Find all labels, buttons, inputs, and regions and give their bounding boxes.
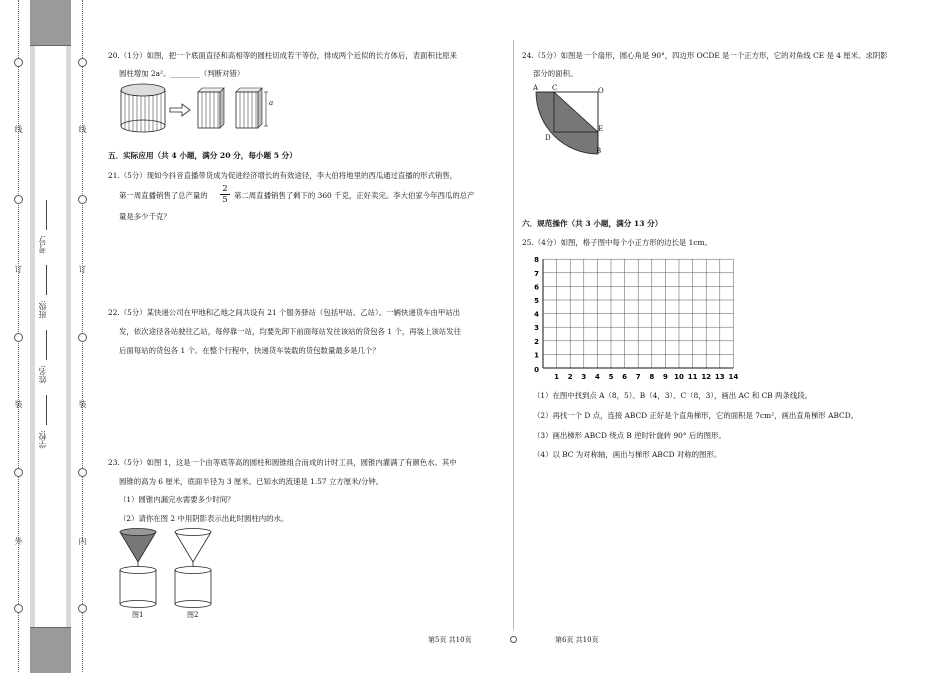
cylinder-shape [121, 84, 165, 132]
fraction-numerator: 2 [220, 184, 230, 195]
q21-fraction [220, 184, 230, 205]
outer-ring-3 [14, 333, 23, 342]
x-tick-label: 9 [662, 373, 668, 381]
name-field-label: 姓名: [38, 365, 47, 384]
origin-label: 0 [534, 366, 539, 374]
y-tick-label: 7 [534, 269, 539, 278]
q22-text-line2: 发，依次途径各站驶往乙站，每停靠一站，均要先卸下前面每站发往该站的货包各 1 个，再装上该站发往 [119, 327, 461, 336]
inner-label-nei: 内 [78, 537, 87, 545]
x-tick-label: 2 [567, 373, 573, 381]
inner-ring-3 [78, 333, 87, 342]
q23-sub2: （2）请你在图 2 中用阴影表示出此时圆柱内的水。 [119, 514, 289, 523]
y-tick-label: 3 [534, 324, 539, 333]
q22-text-line1: 22.（5分）某快递公司在甲地和乙地之间共设有 21 个服务驿站（包括甲站、乙站）。一辆快递货车由甲站出 [108, 308, 461, 317]
inner-ring-5 [78, 604, 87, 613]
footer-page-left: 第5页 共10页 [428, 636, 472, 644]
q21-text-line3: 量是多少千克？ [119, 212, 171, 221]
q24-label-D: D [545, 134, 551, 142]
outer-label-zhuang: 装 [14, 400, 23, 408]
q20-figure-label-a: a [269, 99, 274, 107]
class-field-label: 班级: [38, 300, 47, 319]
name-field-line [46, 330, 47, 360]
fraction-denominator: 5 [222, 195, 228, 205]
binding-margin [0, 0, 100, 672]
section-5-heading: 五．实际应用（共 4 小题，满分 20 分，每小题 5 分） [108, 151, 297, 160]
q23-sub1: （1）圆锥内漏完水需要多少时间？ [119, 495, 235, 504]
q24-label-O: O [598, 87, 604, 95]
q23-fig2-caption: 图2 [187, 611, 199, 619]
q21-text-line1: 21.（5分）现如今抖音直播带货成为促进经济增长的有效途径，李大伯将地里的西瓜通过直播的形式销售， [108, 171, 458, 180]
x-tick-label: 3 [581, 373, 587, 381]
exam-no-field-line [46, 200, 47, 230]
q25-coordinate-grid [530, 252, 760, 386]
q24-label-B: B [596, 147, 602, 155]
info-panel-top-box [30, 0, 71, 46]
q25-sub2: （2）再找一个 D 点，连接 ABCD 正好是个直角梯形，它的面积是 7cm²，画出直角梯形 ABCD。 [533, 411, 859, 420]
cuboid-right [236, 88, 268, 128]
q23-figure1 [115, 528, 165, 608]
y-tick-label: 5 [534, 297, 539, 305]
outer-ring-4 [14, 468, 23, 477]
q23-text-line1: 23.（5分）如图 1，这是一个由等底等高的圆柱和圆锥组合而成的计时工具，圆锥内灌满了有颜色水。其中 [108, 458, 457, 467]
q24-text-line2: 部分的面积。 [533, 69, 578, 78]
x-tick-label: 11 [687, 373, 698, 381]
school-field-label: 学校: [38, 430, 47, 449]
inner-label-zhuang: 装 [78, 400, 87, 408]
footer-page-right: 第6页 共10页 [555, 636, 599, 644]
q23-text-line2: 圆锥的高为 6 厘米，底面半径为 3 厘米。已知水的流速是 1.57 立方厘米/分钟。 [119, 477, 384, 486]
outer-label-wai: 外 [14, 537, 23, 545]
x-tick-label: 6 [622, 373, 628, 381]
class-field-line [46, 265, 47, 295]
q24-label-E: E [598, 125, 604, 133]
y-tick-label: 4 [534, 310, 539, 319]
inner-label-ding: 订 [78, 265, 87, 273]
inner-ring-2 [78, 195, 87, 204]
inner-label-xian: 线 [78, 125, 87, 133]
q20-cylinder-figure [118, 82, 278, 134]
y-tick-label: 1 [534, 351, 539, 360]
x-tick-label: 7 [635, 373, 641, 381]
q21-text-line2b: 第二周直播销售了剩下的 360 千克，正好卖完。李大伯家今年西瓜的总产 [234, 191, 475, 200]
q25-sub3: （3）画出梯形 ABCD 绕点 B 逆时针旋转 90° 后的图形。 [533, 431, 726, 440]
y-tick-label: 6 [534, 283, 539, 292]
q21-text-line2a: 第一周直播销售了总产量的 [119, 191, 208, 200]
x-tick-label: 8 [649, 373, 655, 381]
q24-label-C: C [552, 84, 558, 92]
x-tick-label: 10 [674, 373, 684, 381]
q23-fig1-caption: 图1 [132, 611, 144, 619]
outer-label-xian: 线 [14, 125, 23, 133]
exam-no-field-label: 考号: [38, 235, 47, 254]
q25-intro: 25.（4分）如图，格子图中每个小正方形的边长是 1cm。 [522, 238, 712, 247]
outer-ring-2 [14, 195, 23, 204]
info-panel-white [35, 45, 66, 627]
column-divider [513, 40, 514, 630]
outer-ring-1 [14, 58, 23, 67]
x-tick-label: 12 [701, 373, 712, 381]
y-tick-label: 2 [534, 337, 539, 346]
info-panel-bottom-box [30, 627, 71, 673]
y-tick-label: 8 [534, 256, 539, 265]
section-6-heading: 六．规范操作（共 3 小题，满分 13 分） [522, 219, 663, 228]
q24-text-line1: 24.（5分）如图是一个扇形，圆心角是 90°，四边形 OCDE 是一个正方形，它的对角线 CE 是 4 厘米。求阴影 [522, 51, 888, 60]
cuboid-left [198, 88, 224, 128]
q25-sub4: （4）以 BC 为对称轴，画出与梯形 ABCD 对称的图形。 [533, 450, 722, 459]
x-tick-label: 13 [714, 373, 725, 381]
x-tick-label: 5 [608, 373, 614, 381]
x-tick-label: 1 [554, 373, 560, 381]
q24-label-A: A [533, 84, 539, 92]
x-tick-label: 4 [594, 373, 600, 381]
q20-text-line2: 圆柱增加 2a²。________（判断对错） [119, 69, 245, 78]
q25-sub1: （1）在图中找到点 A（8，5）、B（4，3）、C（8，3），画出 AC 和 CB 两条线段。 [533, 391, 813, 400]
footer-center-ring [510, 636, 517, 643]
outer-label-ding: 订 [14, 265, 23, 273]
arrow-right-icon [170, 104, 190, 116]
school-field-line [46, 395, 47, 425]
x-tick-label: 14 [728, 373, 739, 381]
q23-figure2 [170, 528, 220, 608]
q22-text-line3: 后面每站的货包各 1 个。在整个行程中，快递货车装载的货包数量最多是几个？ [119, 346, 380, 355]
inner-ring-1 [78, 58, 87, 67]
q20-text-line1: 20.（1分）如图，把一个底面直径和高相等的圆柱切成若干等份，排成两个近似的长方体后，表面积比原来 [108, 51, 458, 60]
inner-ring-4 [78, 468, 87, 477]
outer-ring-5 [14, 604, 23, 613]
